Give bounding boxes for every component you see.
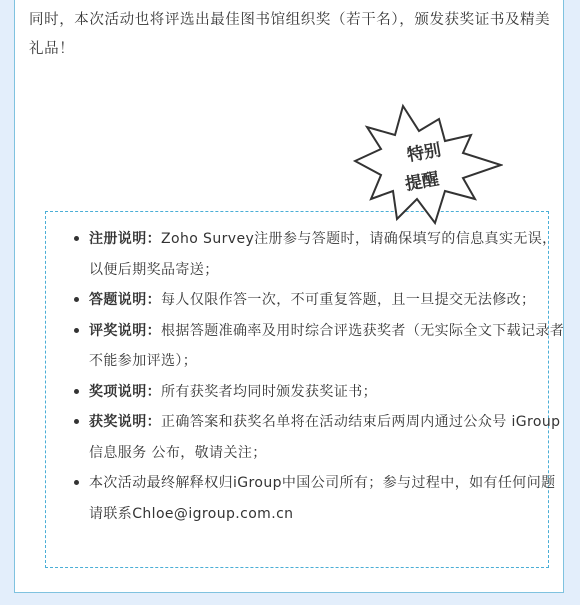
- bullet-icon: [74, 419, 79, 424]
- badge-line-2: 提醒: [403, 169, 441, 195]
- bullet-icon: [74, 297, 79, 302]
- list-item: [89, 377, 567, 408]
- notice-text: 每人仅限作答一次，不可重复答题，且一旦提交无法修改；: [161, 292, 536, 308]
- notice-term: 获奖说明: [89, 414, 147, 430]
- bullet-icon: [74, 236, 79, 241]
- content-card: [14, 0, 564, 593]
- bullet-icon: [74, 480, 79, 485]
- notice-separator: ：: [146, 231, 162, 247]
- notice-text: 本次活动最终解释权归iGroup中国公司所有；参与过程中，如有任何问题请联系Chloe@igroup.com.cn: [89, 475, 556, 522]
- badge-line-1: 特别: [405, 140, 443, 166]
- notice-separator: ：: [146, 414, 162, 430]
- notice-term: 评奖说明: [89, 322, 147, 339]
- intro-paragraph: 同时，本次活动也将评选出最佳图书馆组织奖（若干名），颁发获奖证书及精美礼品！: [29, 12, 551, 57]
- notice-text: 正确答案和获奖名单将在活动结束后两周内通过公众号 iGroup信息服务 公布，敬请关注；: [89, 414, 561, 461]
- list-item: [89, 407, 567, 468]
- notice-box: [45, 211, 565, 568]
- list-item: [89, 224, 567, 285]
- notice-list: [46, 224, 567, 529]
- notice-text: Zoho Survey注册参与答题时，请确保填写的信息真实无误，以便后期奖品寄送；: [89, 231, 557, 278]
- special-notice-badge: [353, 103, 503, 229]
- notice-term: 答题说明: [89, 292, 147, 308]
- list-item: [89, 285, 567, 316]
- list-item: [89, 468, 567, 529]
- notice-separator: ：: [146, 292, 162, 308]
- notice-text: 根据答题准确率及用时综合评选获奖者（无实际全文下载记录者不能参加评选）；: [89, 322, 565, 369]
- notice-term: 注册说明: [89, 231, 147, 247]
- notice-text: 所有获奖者均同时颁发获奖证书；: [161, 383, 378, 400]
- notice-separator: ：: [146, 383, 162, 400]
- list-item: [89, 316, 567, 377]
- notice-term: 奖项说明: [89, 383, 147, 400]
- notice-separator: ：: [146, 322, 162, 339]
- bullet-icon: [74, 328, 79, 333]
- bullet-icon: [74, 389, 79, 394]
- starburst-icon: [353, 103, 503, 229]
